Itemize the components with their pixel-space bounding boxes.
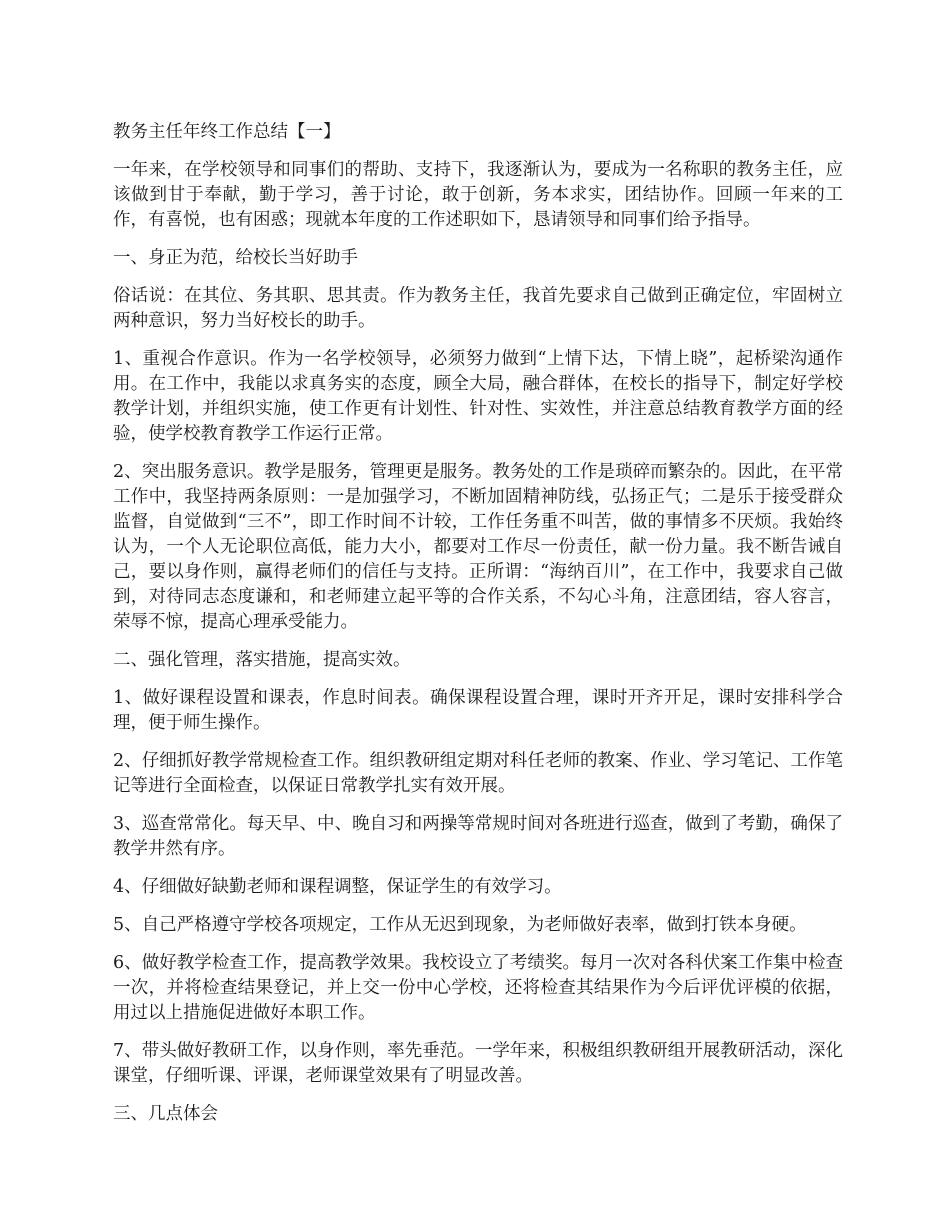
document-title: 教务主任年终工作总结【一】	[113, 122, 341, 142]
paragraph: 5、自己严格遵守学校各项规定，工作从无迟到现象，为老师做好表率，做到打铁本身硬。	[113, 915, 807, 935]
paragraph: 2、仔细抓好教学常规检查工作。组织教研组定期对科任老师的教案、作业、学习笔记、工作笔记等进行全面检查，以保证日常教学扎实有效开展。	[113, 751, 843, 796]
paragraph: 1、重视合作意识。作为一名学校领导，必须努力做到“上情下达，下情上晓”，起桥梁沟通作用。在工作中，我能以求真务实的态度，顾全大局，融合群体，在校长的指导下，制定好学校教学计划，并组织实施，使工作更有计划性、针对性、实效性，并注意总结教育教学方面的经验，使学校教育教学工作运行正常。	[113, 349, 843, 444]
paragraph: 3、巡查常常化。每天早、中、晚自习和两操等常规时间对各班进行巡查，做到了考勤，确保了教学井然有序。	[113, 814, 843, 859]
paragraph: 1、做好课程设置和课表，作息时间表。确保课程设置合理，课时开齐开足，课时安排科学合理，便于师生操作。	[113, 688, 843, 733]
paragraph: 2、突出服务意识。教学是服务，管理更是服务。教务处的工作是琐碎而繁杂的。因此，在平常工作中，我坚持两条原则：一是加强学习，不断加固精神防线，弘扬正气；二是乐于接受群众监督，自觉做到“三不”，即工作时间不计较，工作任务重不叫苦，做的事情多不厌烦。我始终认为，一个人无论职位高低，能力大小，都要对工作尽一份责任，献一份力量。我不断告诫自己，要以身作则，赢得老师们的信任与支持。正所谓：“海纳百川”，在工作中，我要求自己做到，对待同志态度谦和，和老师建立起平等的合作关系，不勾心斗角，注意团结，容人容言，荣辱不惊，提高心理承受能力。	[113, 462, 843, 632]
paragraph: 4、仔细做好缺勤老师和课程调整，保证学生的有效学习。	[113, 877, 562, 897]
paragraph: 6、做好教学检查工作，提高教学效果。我校设立了考绩奖。每月一次对各科伏案工作集中检查一次，并将检查结果登记，并上交一份中心学校，还将检查其结果作为今后评优评模的依据，用过以上措施促进做好本职工作。	[113, 953, 843, 1023]
paragraph: 7、带头做好教研工作，以身作则，率先垂范。一学年来，积极组织教研组开展教研活动，深化课堂，仔细听课、评课，老师课堂效果有了明显改善。	[113, 1041, 843, 1086]
document-body	[113, 120, 843, 1140]
paragraph-intro: 一年来，在学校领导和同事们的帮助、支持下，我逐渐认为，要成为一名称职的教务主任，应该做到甘于奉献，勤于学习，善于讨论，敢于创新，务本求实，团结协作。回顾一年来的工作，有喜悦，也有困惑；现就本年度的工作述职如下，恳请领导和同事们给予指导。	[113, 160, 843, 230]
section-heading-3: 三、几点体会	[113, 1104, 218, 1124]
paragraph: 俗话说：在其位、务其职、思其责。作为教务主任，我首先要求自己做到正确定位，牢固树立两种意识，努力当好校长的助手。	[113, 286, 843, 331]
section-heading-2: 二、强化管理，落实措施，提高实效。	[113, 650, 411, 670]
section-heading-1: 一、身正为范，给校长当好助手	[113, 248, 358, 268]
